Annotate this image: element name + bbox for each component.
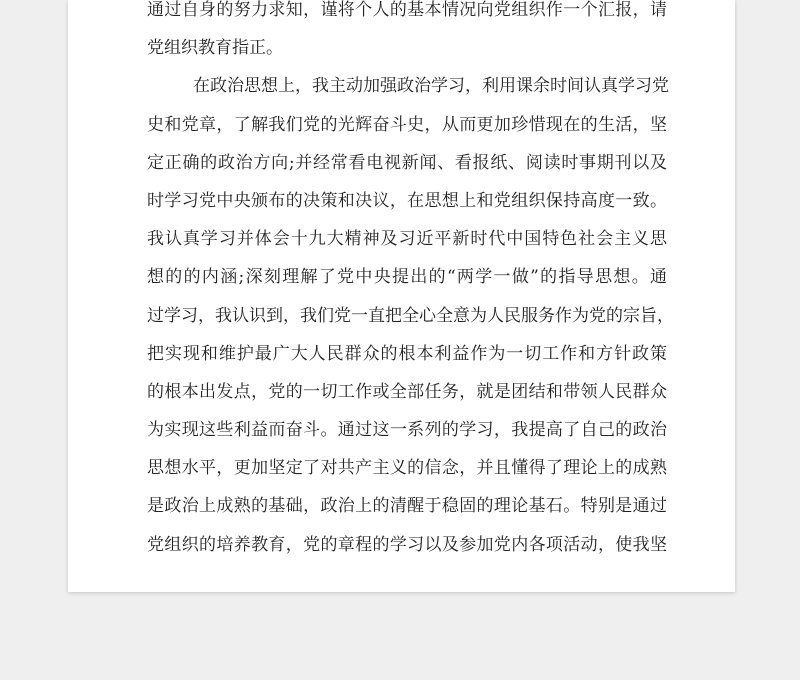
text-line: 党组织教育指正。 xyxy=(147,38,283,59)
text-line: 过学习，我认识到，我们党一直把全心全意为人民服务作为党的宗旨， xyxy=(147,305,674,326)
document-page xyxy=(68,0,735,592)
text-line: 时学习党中央颁布的决策和决议，在思想上和党组织保持高度一致。 xyxy=(147,190,667,211)
text-line: 党组织的培养教育，党的章程的学习以及参加党内各项活动，使我坚 xyxy=(147,534,667,555)
text-line: 通过自身的努力求知，谨将个人的基本情况向党组织作一个汇报，请 xyxy=(147,0,667,20)
text-line: 把实现和维护最广大人民群众的根本利益作为一切工作和方针政策 xyxy=(147,343,667,364)
text-line: 的根本出发点，党的一切工作或全部任务，就是团结和带领人民群众 xyxy=(147,381,667,402)
text-line: 为实现这些利益而奋斗。通过这一系列的学习，我提高了自己的政治 xyxy=(147,420,667,441)
text-line: 思想水平，更加坚定了对共产主义的信念，并且懂得了理论上的成熟 xyxy=(147,458,667,479)
text-line: 定正确的政治方向;并经常看电视新闻、看报纸、阅读时事期刊以及 xyxy=(147,152,667,173)
text-line: 是政治上成熟的基础，政治上的清醒于稳固的理论基石。特别是通过 xyxy=(147,496,667,517)
text-line: 想的的内涵;深刻理解了党中央提出的“两学一做”的指导思想。通 xyxy=(147,267,667,288)
text-line: 我认真学习并体会十九大精神及习近平新时代中国特色社会主义思 xyxy=(147,229,667,250)
document-body xyxy=(147,0,674,564)
paragraph-start-line: 在政治思想上，我主动加强政治学习，利用课余时间认真学习党 xyxy=(193,76,669,97)
text-line: 史和党章，了解我们党的光辉奋斗史，从而更加珍惜现在的生活，坚 xyxy=(147,114,667,135)
